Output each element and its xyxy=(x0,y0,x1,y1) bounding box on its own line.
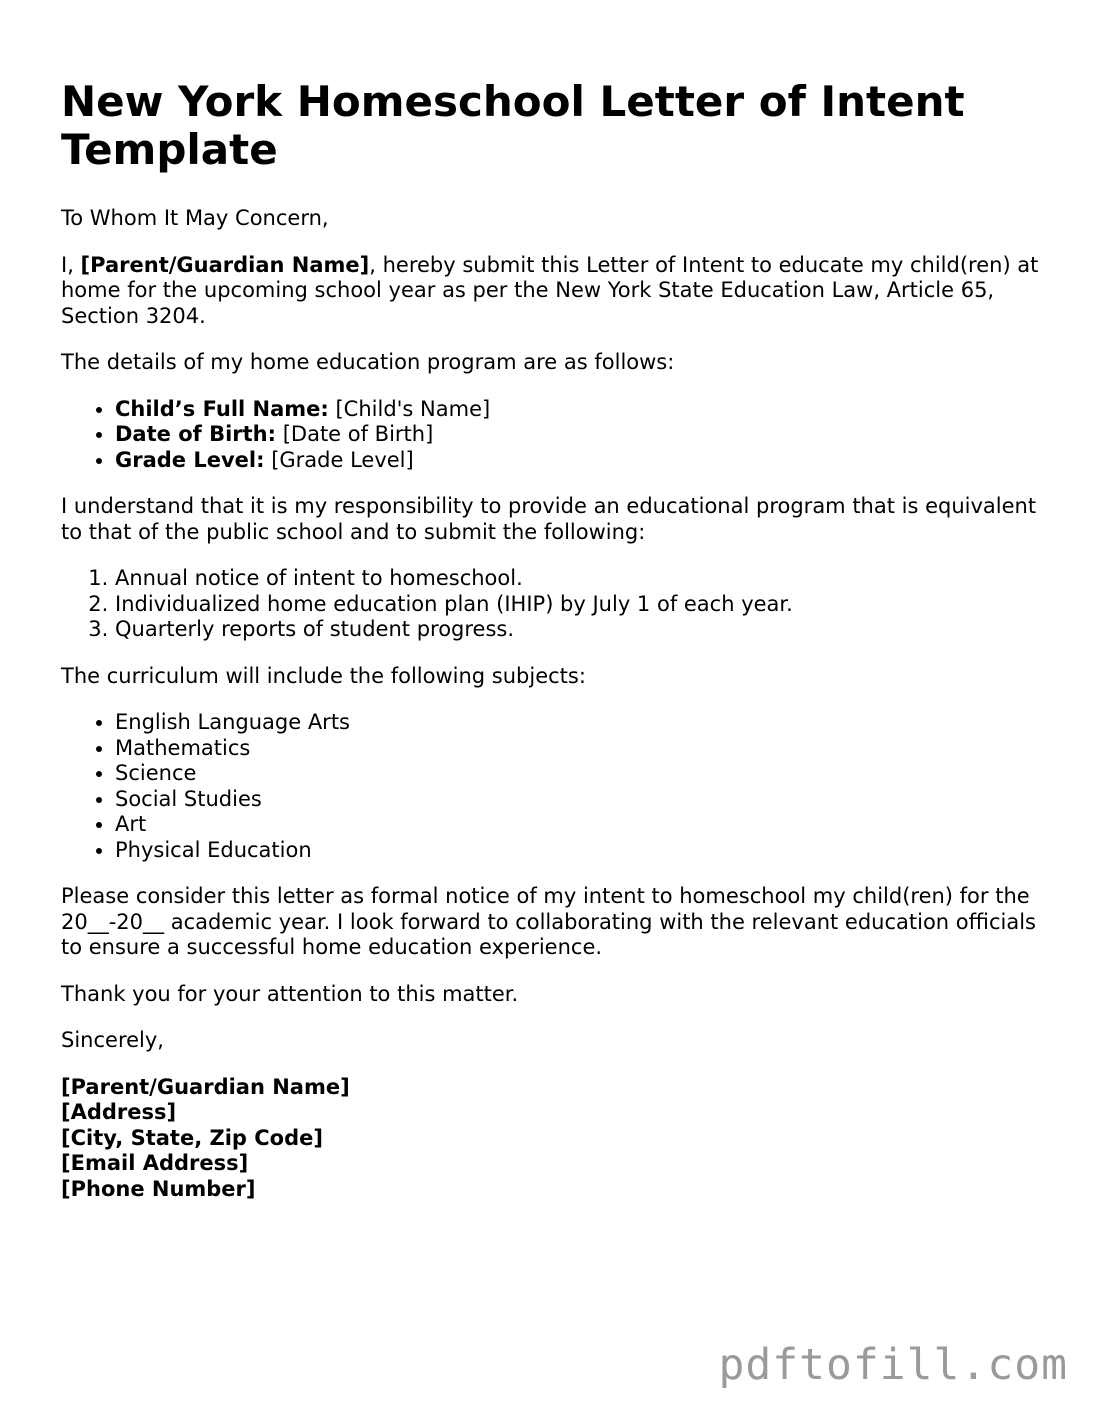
details-value: [Child's Name] xyxy=(328,396,491,421)
requirements-item: 1. Annual notice of intent to homeschool. xyxy=(115,566,1051,592)
details-item-grade-level xyxy=(115,448,1051,474)
signature-block xyxy=(61,1075,1051,1203)
signature-phone: [Phone Number] xyxy=(61,1176,256,1201)
closing-paragraph: Please consider this letter as formal notice of my intent to homeschool my child(ren) for the 20__-20__ academic year. I look forward to collaborating with the relevant education officials to ensure a successful home education experience. xyxy=(61,884,1036,959)
details-label: Grade Level: xyxy=(115,447,265,472)
subjects-item: • Social Studies xyxy=(115,787,1051,813)
curriculum-intro: The curriculum will include the following subjects: xyxy=(61,663,586,688)
thanks-line: Thank you for your attention to this matter. xyxy=(61,981,519,1006)
details-item-date-of-birth xyxy=(115,422,1051,448)
signature-address: [Address] xyxy=(61,1100,177,1124)
signature-email: [Email Address] xyxy=(61,1151,249,1175)
subjects-list xyxy=(61,710,1051,863)
intro-suffix: , hereby submit this Letter of Intent to educate my child(ren) at home for the upcoming school year as per the New York State Education Law, Article 65, Section 3204. xyxy=(61,252,1039,328)
intro-paragraph xyxy=(61,253,1051,330)
subjects-item: • Science xyxy=(115,761,1051,787)
salutation: To Whom It May Concern, xyxy=(61,206,329,230)
intro-guardian-placeholder: [Parent/Guardian Name] xyxy=(80,252,370,277)
details-label: Child’s Full Name: xyxy=(115,396,329,421)
requirements-item: 3. Quarterly reports of student progress. xyxy=(115,617,1051,643)
details-value: [Date of Birth] xyxy=(276,422,434,446)
signature-name: [Parent/Guardian Name] xyxy=(61,1074,350,1099)
responsibility-paragraph: I understand that it is my responsibility to provide an educational program that is equivalent to that of the public school and to submit the following: xyxy=(61,494,1037,544)
details-item-child-name xyxy=(115,397,1051,423)
requirements-item: 2. Individualized home education plan (IHIP) by July 1 of each year. xyxy=(115,592,1051,618)
document-title: New York Homeschool Letter of Intent Template xyxy=(61,77,965,174)
letter-page xyxy=(61,78,1051,1202)
signature-city-state-zip: [City, State, Zip Code] xyxy=(61,1125,323,1150)
signoff: Sincerely, xyxy=(61,1028,164,1052)
details-label: Date of Birth: xyxy=(115,422,277,446)
subjects-item: • Mathematics xyxy=(115,736,1051,762)
details-list xyxy=(61,397,1051,474)
subjects-item: • Art xyxy=(115,812,1051,838)
intro-prefix: I, xyxy=(61,252,81,277)
details-intro: The details of my home education program are as follows: xyxy=(61,350,675,374)
watermark: pdftofill.com xyxy=(718,1340,1068,1390)
details-value: [Grade Level] xyxy=(264,447,414,472)
requirements-list xyxy=(61,566,1051,643)
subjects-item: • Physical Education xyxy=(115,838,1051,864)
subjects-item: • English Language Arts xyxy=(115,710,1051,736)
